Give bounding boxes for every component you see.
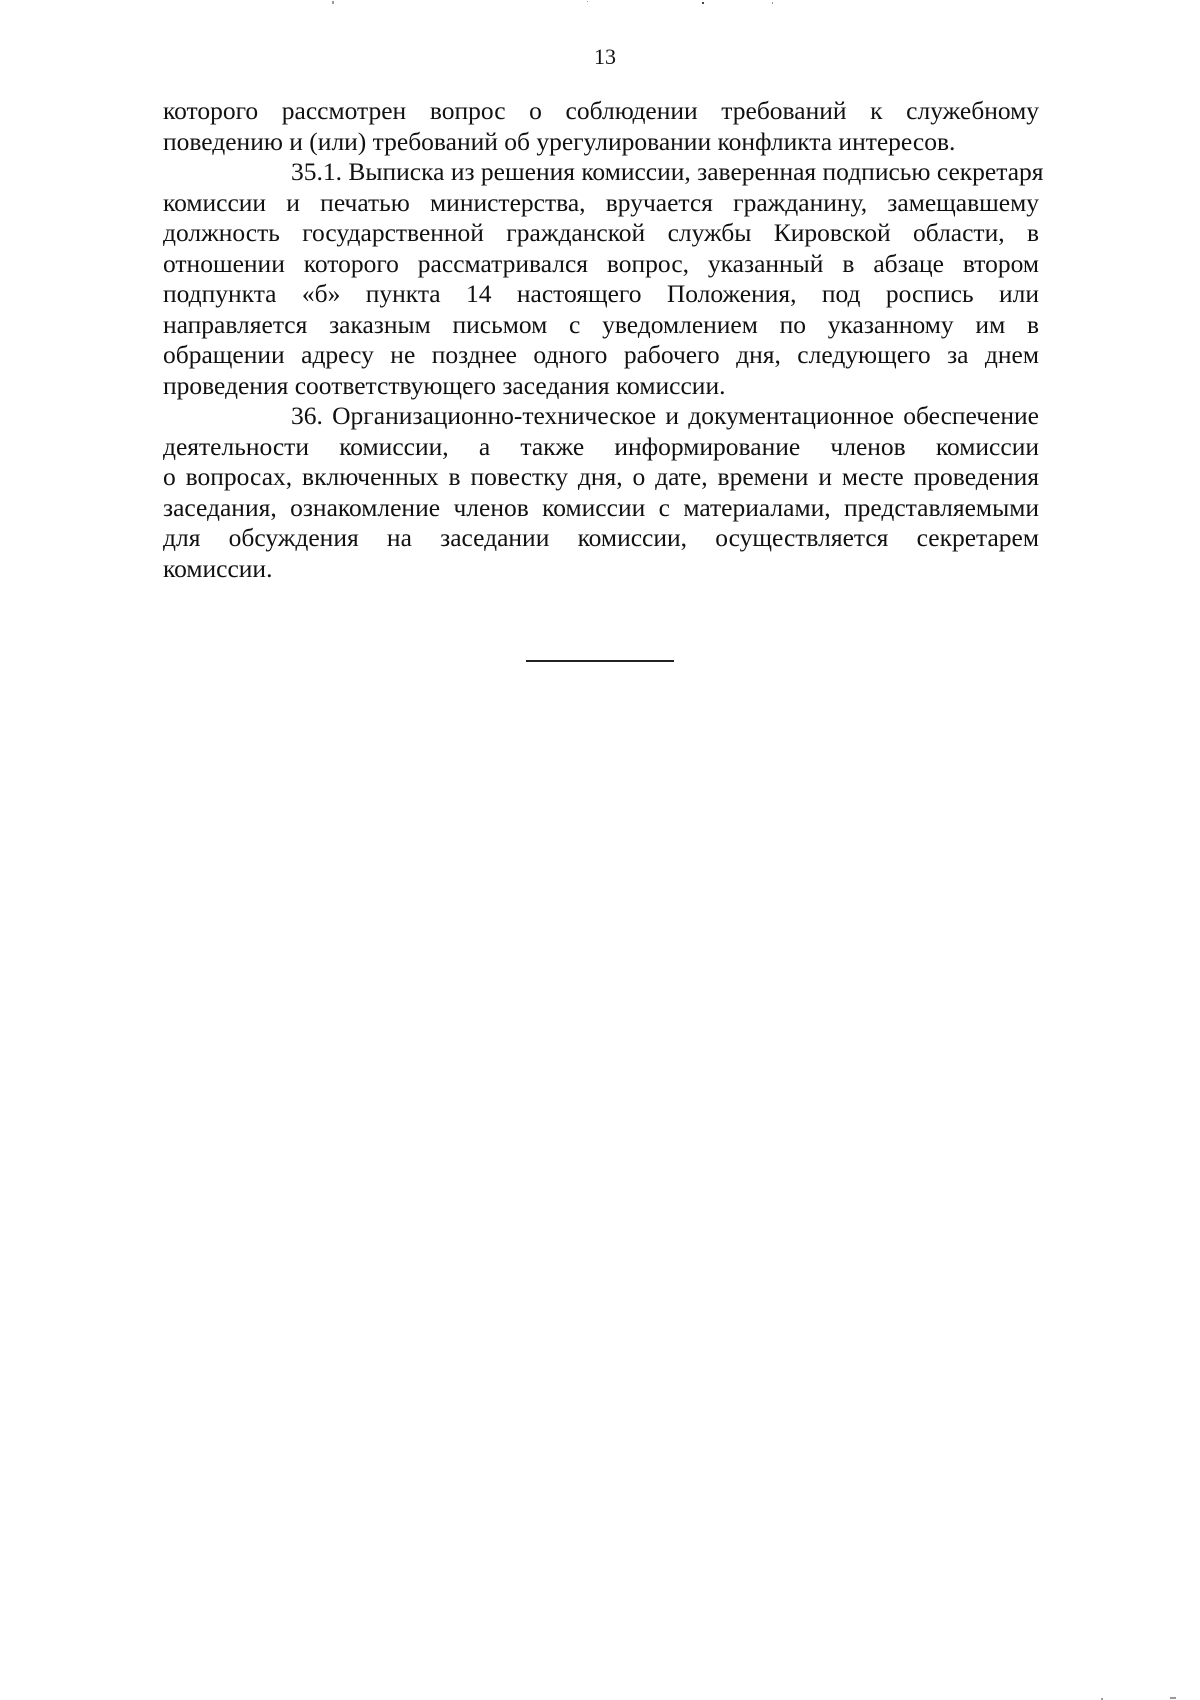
text-line: подпункта «б» пункта 14 настоящего Положения, под роспись или bbox=[163, 279, 1039, 308]
paragraph-36 bbox=[163, 401, 1039, 584]
scan-speck bbox=[1170, 1697, 1176, 1699]
document-body bbox=[163, 96, 1044, 584]
end-divider bbox=[526, 660, 674, 662]
scan-speck bbox=[332, 1, 334, 4]
paragraph-continuation bbox=[163, 96, 1039, 157]
text-line: комиссии и печатью министерства, вручается гражданину, замещавшему bbox=[163, 187, 1039, 217]
text-line: о вопросах, включенных в повестку дня, о дате, времени и месте проведения bbox=[163, 462, 1039, 491]
text-line: должность государственной гражданской службы Кировской области, в bbox=[163, 218, 1039, 247]
text-line: направляется заказным письмом с уведомлением по указанному им в bbox=[163, 309, 1039, 339]
text-line: которого рассмотрен вопрос о соблюдении требований к служебному bbox=[163, 96, 1039, 125]
text-line: поведению и (или) требований об урегулировании конфликта интересов. bbox=[163, 126, 956, 156]
paragraph-35-1 bbox=[163, 157, 1044, 401]
text-line: 36. Организационно-техническое и документационное обеспечение bbox=[291, 401, 1039, 430]
text-line: комиссии. bbox=[163, 553, 273, 583]
scan-speck bbox=[587, 1, 588, 2]
scan-speck bbox=[772, 2, 773, 4]
text-line: деятельности комиссии, а также информирование членов комиссии bbox=[163, 431, 1039, 461]
text-line: для обсуждения на заседании комиссии, осуществляется секретарем bbox=[163, 523, 1039, 552]
text-line: заседания, ознакомление членов комиссии с материалами, представляемыми bbox=[163, 492, 1039, 522]
page-number: 13 bbox=[594, 44, 616, 69]
text-line: проведения соответствующего заседания комиссии. bbox=[163, 370, 726, 400]
scan-speck bbox=[702, 2, 704, 4]
text-line: обращении адресу не позднее одного рабочего дня, следующего за днем bbox=[163, 340, 1039, 369]
text-line: отношении которого рассматривался вопрос, указанный в абзаце втором bbox=[163, 248, 1039, 278]
text-line: 35.1. Выписка из решения комиссии, заверенная подписью секретаря bbox=[291, 157, 1044, 186]
